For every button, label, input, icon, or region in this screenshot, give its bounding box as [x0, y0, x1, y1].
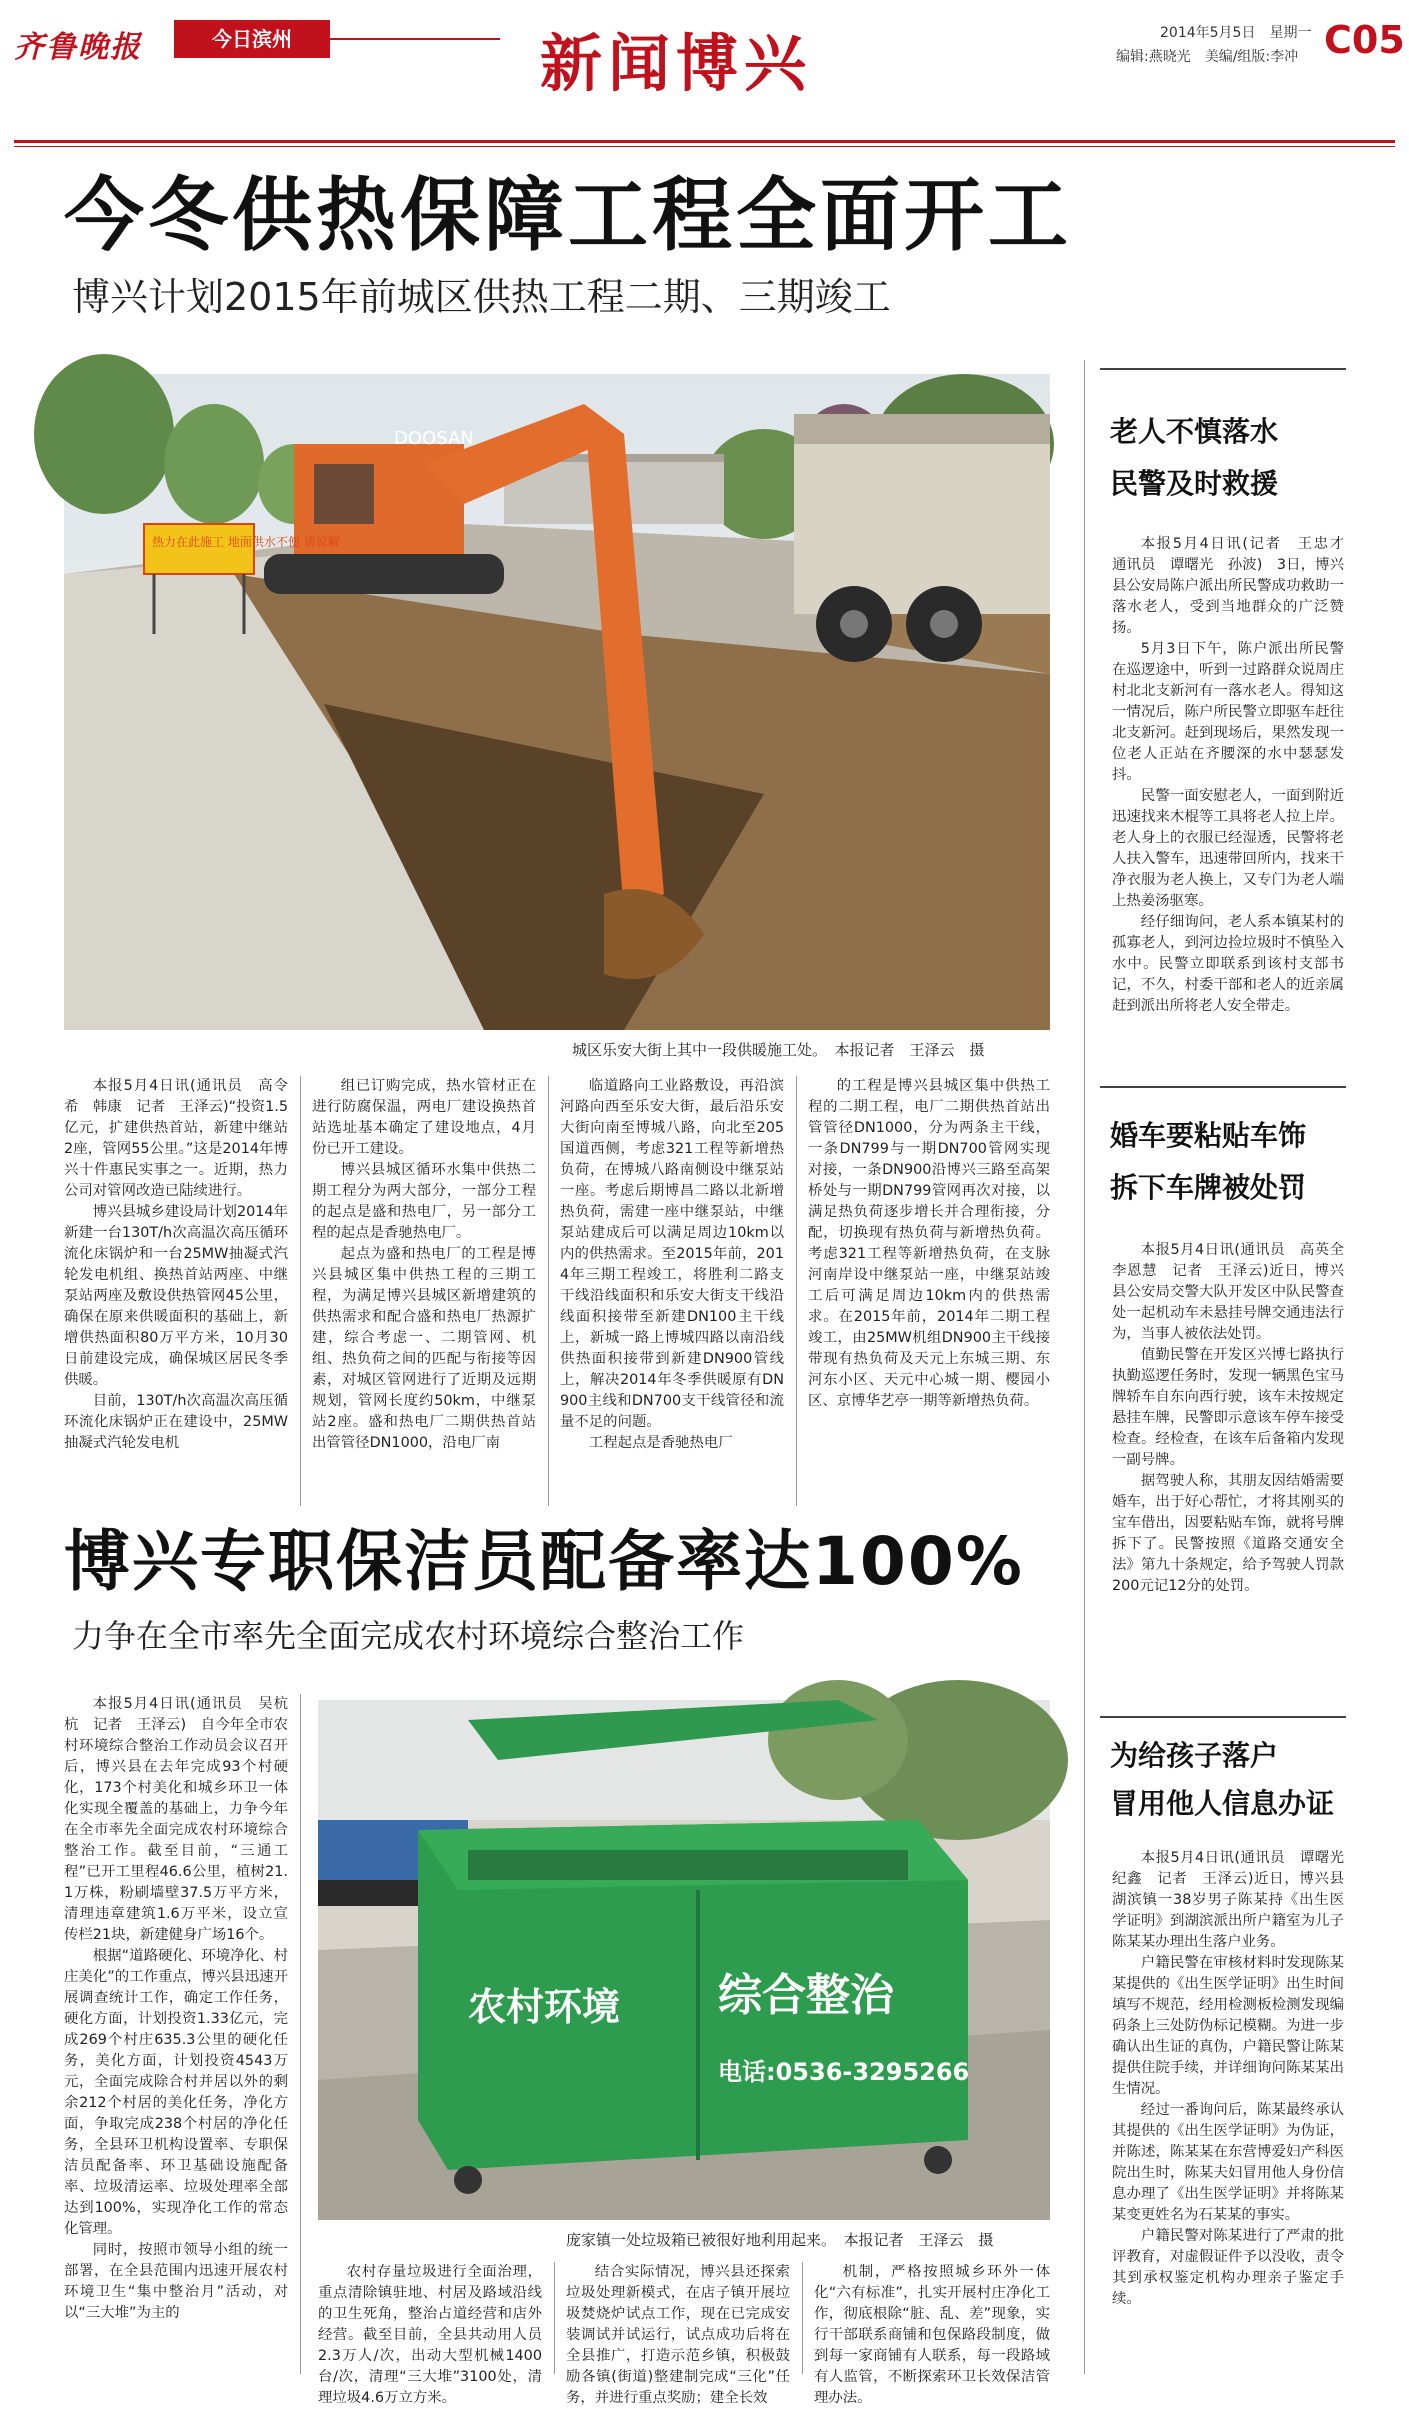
sidebar-para: 民警一面安慰老人，一面到附近迅速找来木棍等工具将老人拉上岸。老人身上的衣服已经湿透，民警将老人扶入警车，迅速带回所内，找来干净衣服为老人换上，又专门为老人端上热姜汤驱寒。	[1112, 788, 1344, 909]
construction-scene	[64, 374, 1050, 1030]
sidebar-story3-title: 冒用他人信息办证	[1110, 1787, 1335, 1820]
sidebar-para: 户籍民警在审核材料时发现陈某某提供的《出生医学证明》出生时间填写不规范，经用检测板检测发现编码条上三处防伪标记模糊。为进一步确认出生证的真伪，户籍民警让陈某提供住院手续，并详细询问陈某某出生情况。	[1112, 1955, 1344, 2097]
sidebar-rule	[1100, 1086, 1346, 1088]
story2-column-1	[64, 1694, 288, 2374]
newspaper-logo: 齐鲁晚报	[14, 30, 142, 65]
story2-subhead: 力争在全市率先全面完成农村环境综合整治工作	[72, 1617, 745, 1655]
story2-column-4	[814, 2262, 1050, 2406]
story2-col3-para: 结合实际情况，博兴县还探索垃圾处理新模式，在店子镇开展垃圾焚烧炉试点工作，现在已完成安装调试并试运行，试点成功后将在全县推广，打造示范乡镇，积极鼓励各镇(街道)整建制完成“三化”任务，并进行重点奖励；建全长效	[566, 2264, 790, 2406]
sidebar-rule	[1100, 1716, 1346, 1718]
sidebar-story3-body	[1112, 1848, 1359, 2374]
story1-column-1	[64, 1076, 288, 1506]
story1-subhead: 博兴计划2015年前城区供热工程二期、三期竣工	[72, 275, 891, 319]
sidebar-para: 5月3日下午，陈户派出所民警在巡逻途中，听到一过路群众说周庄村北北支新河有一落水老人。得知这一情况后，陈户所民警立即驱车赶往北支新河。赶到现场后，果然发现一位老人正站在齐腰深的水中瑟瑟发抖。	[1112, 641, 1344, 783]
page-number: C05	[1324, 18, 1405, 62]
story2-col1-para: 本报5月4日讯(通讯员 吴杭杭 记者 王泽云) 自今年全市农村环境综合整治工作动员会议召开后，博兴县在去年完成93个村硬化，173个村美化和城乡环卫一体化实现全覆盖的基础上，力争今年在全市率先全面完成农村环境综合整治工作。截至目前，“三通工程”已开工里程46.6公里，植树21.1万株，粉刷墙壁37.5万平方米，清理违章建筑1.6万平米，设立宣传栏21块，新建健身广场16个。	[64, 1696, 288, 1943]
sidebar-story1-title: 老人不慎落水	[1110, 415, 1279, 448]
story1-col1-para: 本报5月4日讯(通讯员 高令希 韩康 记者 王泽云)“投资1.5亿元，扩建供热首站，新建中继站2座，管网55公里。”这是2014年博兴十件惠民实事之一。近期，热力公司对管网改造已陆续进行。	[64, 1078, 288, 1199]
sidebar-para: 经过一番询问后，陈某最终承认其提供的《出生医学证明》为伪证，并陈述，陈某某在东营博爱妇产科医院出生时，陈某夫妇冒用他人身份信息办理了《出生医学证明》并将陈某某变更姓名为石某某的事实。	[1112, 2102, 1344, 2223]
sidebar-separator	[1084, 360, 1085, 2374]
column-separator	[548, 1076, 549, 1506]
sidebar-story2-title: 婚车要粘贴车饰	[1110, 1119, 1307, 1152]
story1-headline: 今冬供热保障工程全面开工	[64, 169, 1072, 262]
sidebar-para: 值勤民警在开发区兴博七路执行执勤巡逻任务时，发现一辆黑色宝马牌轿车自东向西行驶，该车未按规定悬挂车牌，民警即示意该车停车接受检查。经检查，在该车后备箱内发现一副号牌。	[1112, 1347, 1344, 1468]
column-separator	[796, 1076, 797, 1506]
sidebar-story1-body	[1112, 534, 1359, 1074]
story1-photo	[64, 374, 1050, 1030]
column-separator	[802, 2262, 803, 2374]
story2-col1-para: 根据“道路硬化、环境净化、村庄美化”的工作重点，博兴县迅速开展调查统计工作，确定工作任务，硬化方面，计划投资1.33亿元，完成269个村庄635.3公里的硬化任务，美化方面，计划投资4543万元，全面完成除合村并居以外的剩余212个村居的美化任务，净化方面，争取完成238个村居的净化任务，全县环卫机构设置率、专职保洁员配备率、环卫基础设施配备率、垃圾清运率、垃圾处理率全部达到100%，实现净化工作的常态化管理。	[64, 1948, 288, 2237]
sidebar-para: 本报5月4日讯(通讯员 谭曙光 纪鑫 记者 王泽云)近日，博兴县湖滨镇一38岁男子陈某持《出生医学证明》到湖滨派出所户籍室为儿子陈某某办理出生落户业务。	[1112, 1850, 1359, 1950]
section-tag: 今日滨州	[174, 20, 330, 58]
story1-column-4	[808, 1076, 1050, 1506]
bin-phone: 电话:0536-3295266	[718, 2058, 970, 2086]
column-separator	[300, 1076, 301, 1506]
story2-col4-para: 机制，严格按照城乡环外一体化“六有标准”，扎实开展村庄净化工作，彻底根除“脏、乱、差”现象，实行干部联系商铺和包保路段制度，做到每一家商铺有人联系，每一段路域有人监管，不断探索环卫长效保洁管理办法。	[814, 2264, 1050, 2406]
story1-col1-para: 博兴县城乡建设局计划2014年新建一台130T/h次高温次高压循环流化床锅炉和一台25MW抽凝式汽轮发电机组、换热首站两座、中继泵站两座及敷设供热管网45公里，确保在原来供暖面积的基础上，新增供热面积80万平方米，10月30日前建设完成，确保城区居民冬季供暖。	[64, 1204, 288, 1388]
story1-photo-caption: 城区乐安大街上其中一段供暖施工处。 本报记者 王泽云 摄	[572, 1041, 985, 1059]
sidebar-rule	[1100, 368, 1346, 370]
story1-col3-para: 临道路向工业路敷设，再沿滨河路向西至乐安大街，最后沿乐安大街向南至博城八路，向北至205国道西侧，考虑321工程等新增热负荷，在博城八路南侧设中继泵站一座。考虑后期博昌二路以北新增热负荷，需建一座中继泵站，中继泵站建成后可以满足周边10km以内的供热需求。至2015年前，2014年三期工程竣工，将胜利二路支干线沿线面积和乐安大街支干线沿线面积接带至新建DN100主干线上，新城一路上博城四路以南沿线供热面积接带到新建DN900管线上，解决2014年冬季供暖原有DN900主线和DN700支干线管径和流量不足的问题。	[560, 1078, 784, 1430]
story2-photo-caption: 庞家镇一处垃圾箱已被很好地利用起来。 本报记者 王泽云 摄	[566, 2231, 994, 2249]
sidebar-para: 经仔细询问，老人系本镇某村的孤寡老人，到河边捡垃圾时不慎坠入水中。民警立即联系到该村支部书记，不久，村委干部和老人的近亲属赶到派出所将老人安全带走。	[1112, 914, 1344, 1014]
garbage-bin-scene	[318, 1700, 1050, 2220]
story1-col2-para: 组已订购完成，热水管材正在进行防腐保温，两电厂建设换热首站选址基本确定了建设地点，4月份已开工建设。	[312, 1078, 536, 1157]
story1-col4-para: 的工程是博兴县城区集中供热工程的二期工程，电厂二期供热首站出管管径DN1000，分为两条主干线，一条DN799与一期DN700管网实现对接，一条DN900沿博兴三路至高架桥处与一期DN799管网再次对接，以满足热负荷逐步增长并合理衔接，分配，切换现有热负荷与新增热负荷。考虑321工程等新增热负荷，在支脉河南岸设中继泵站一座，中继泵站竣工后可满足周边10km内的供热需求。在2015年前，2014年二期工程竣工，由25MW机组DN900主干线接带现有热负荷及天元上东城三期、东河东小区、天元中心城一期、樱园小区、京博华艺亭一期等新增热负荷。	[808, 1078, 1050, 1409]
sidebar-para: 本报5月4日讯(记者 王忠才 通讯员 谭曙光 孙波) 3日，博兴县公安局陈户派出所民警成功救助一落水老人，受到当地群众的广泛赞扬。	[1112, 536, 1359, 636]
sidebar-story1-title: 民警及时救援	[1110, 467, 1279, 500]
story2-column-2	[318, 2262, 542, 2406]
sidebar-story2-body	[1112, 1240, 1359, 1706]
sidebar-story3-title: 为给孩子落户	[1110, 1739, 1279, 1772]
story1-col2-para: 起点为盛和热电厂的工程是博兴县城区集中供热工程的三期工程，为满足博兴县城区新增建筑的供热需求和配合盛和热电厂热源扩建，综合考虑一、二期管网、机组、热负荷之间的匹配与衔接等因素，对城区管网进行了近期及远期规划，管网长度约50km，中继泵站2座。盛和热电厂二期供热首站出管管径DN1000，沿电厂南	[312, 1246, 536, 1451]
section-title: 新闻博兴	[540, 27, 813, 100]
bin-label-right: 综合整治	[718, 1970, 894, 2021]
sidebar-para: 户籍民警对陈某进行了严肃的批评教育，对虚假证件予以没收，责令其到承权鉴定机构办理亲子鉴定手续。	[1112, 2228, 1344, 2307]
story2-col2-para: 农村存量垃圾进行全面治理，重点清除镇驻地、村居及路域沿线的卫生死角，整治占道经营和店外经营。截至目前，全县共动用人员2.3万人/次，出动大型机械1400台/次，清理“三大堆”3100处，清理垃圾4.6万立方米。	[318, 2264, 542, 2406]
editor-credits: 编辑:燕晓光 美编/组版:李冲	[1116, 49, 1299, 65]
story2-col1-para: 同时，按照市领导小组的统一部署，在全县范围内迅速开展农村环境卫生“集中整治月”活动，对以“三大堆”为主的	[64, 2242, 288, 2321]
story2-photo	[318, 1700, 1050, 2220]
excavator-brand: DOOSAN	[394, 428, 474, 449]
column-separator	[300, 1694, 301, 2374]
sidebar-story2-title: 拆下车牌被处罚	[1110, 1171, 1307, 1204]
sidebar-para: 本报5月4日讯(通讯员 高英全 李恩慧 记者 王泽云)近日，博兴县公安局交警大队开发区中队民警查处一起机动车未悬挂号牌交通违法行为，当事人被依法处罚。	[1112, 1242, 1359, 1342]
story1-col2-para: 博兴县城区循环水集中供热二期工程分为两大部分，一部分工程的起点是盛和热电厂，另一部分工程的起点是香驰热电厂。	[312, 1162, 536, 1241]
sidebar-para: 据驾驶人称，其朋友因结婚需要婚车，出于好心帮忙，才将其刚买的宝车借出，因要粘贴车饰，就将号牌拆下了。民警按照《道路交通安全法》第九十条规定，给予驾驶人罚款200元记12分的处罚。	[1112, 1473, 1344, 1594]
tag-rule	[330, 38, 500, 40]
column-separator	[554, 2262, 555, 2374]
issue-date: 2014年5月5日 星期一	[1160, 25, 1312, 41]
header-rule-thin	[14, 146, 1395, 147]
story2-headline: 博兴专职保洁员配备率达100%	[64, 1523, 1024, 1600]
header-rule	[14, 140, 1395, 143]
story1-column-3	[560, 1076, 784, 1506]
story1-column-2	[312, 1076, 536, 1506]
bin-label-left: 农村环境	[468, 1985, 621, 2029]
story1-col1-para: 目前，130T/h次高温次高压循环流化床锅炉正在建设中，25MW抽凝式汽轮发电机	[64, 1393, 288, 1451]
story2-column-3	[566, 2262, 790, 2406]
story1-col3-para: 工程起点是香驰热电厂	[588, 1435, 733, 1451]
warning-sign-text: 热力在此施工 地面供水不便 请谅解	[152, 535, 340, 549]
